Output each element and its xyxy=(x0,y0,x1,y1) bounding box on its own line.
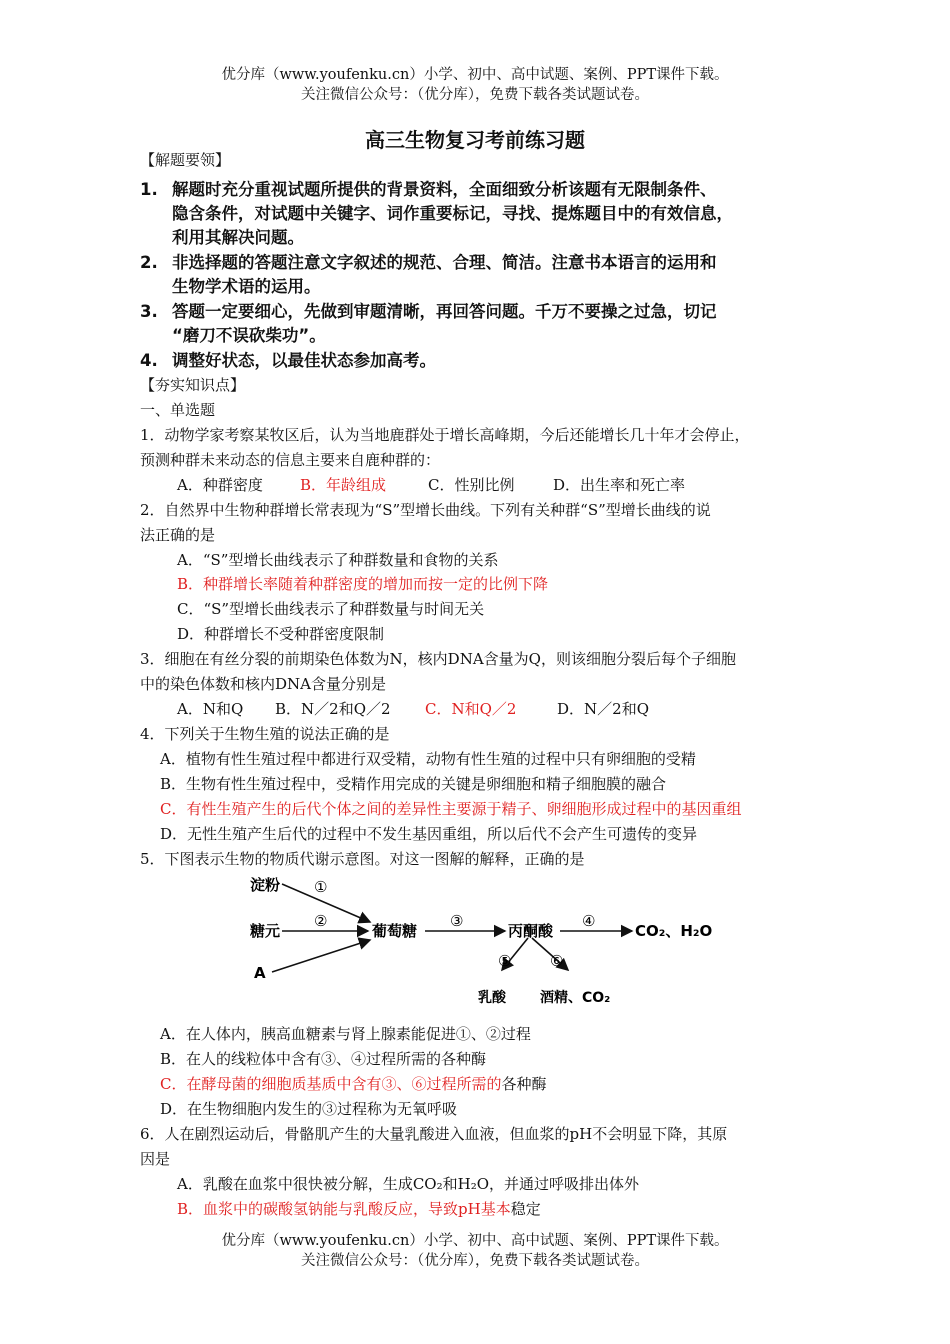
q5-stem: 5．下图表示生物的物质代谢示意图。对这一图解的解释，正确的是 xyxy=(140,850,585,868)
label-pyruvate: 丙酮酸 xyxy=(508,922,554,940)
q1-option-c: C．性别比例 xyxy=(428,476,515,494)
tip-4-num: 4. xyxy=(140,351,158,370)
q3-option-c: C．N和Q／2 xyxy=(425,700,517,718)
tip-2-num: 2. xyxy=(140,253,158,272)
q6-stem-1: 6．人在剧烈运动后，骨骼肌产生的大量乳酸进入血液，但血浆的pH不会明显下降，其原 xyxy=(140,1125,728,1143)
tip-2-line-1: 2. 非选择题的答题注意文字叙述的规范、合理、简洁。注意书本语言的运用和 xyxy=(140,251,717,275)
tip-2-line-2: 生物学术语的运用。 xyxy=(172,277,321,296)
q3-option-a: A．N和Q xyxy=(177,700,244,718)
q1-stem-1: 1．动物学家考察某牧区后，认为当地鹿群处于增长高峰期，今后还能增长几十年才会停止， xyxy=(140,426,750,444)
q6-option-b: B．血浆中的碳酸氢钠能与乳酸反应，导致pH基本稳定 xyxy=(177,1200,541,1218)
tip-1-line-3: 利用其解决问题。 xyxy=(172,228,304,247)
q3-option-b: B．N／2和Q／2 xyxy=(275,700,391,718)
page-title: 高三生物复习考前练习题 xyxy=(365,128,585,152)
tip-3-line-1: 3. 答题一定要细心，先做到审题清晰，再回答问题。千万不要操之过急，切记 xyxy=(140,300,717,324)
tip-3-line-2: “磨刀不误砍柴功”。 xyxy=(172,326,326,345)
q2-option-b: B．种群增长率随着种群密度的增加而按一定的比例下降 xyxy=(177,575,549,593)
label-co2-h2o: CO₂、H₂O xyxy=(635,922,713,940)
q2-stem-1: 2．自然界中生物种群增长常表现为“S”型增长曲线。下列有关种群“S”型增长曲线的说 xyxy=(140,501,711,519)
footer-line-1: 优分库（www.youfenku.cn）小学、初中、高中试题、案例、PPT课件下载。 xyxy=(221,1233,729,1249)
label-starch: 淀粉 xyxy=(250,876,281,894)
arrow-a xyxy=(272,940,370,972)
q6-stem-2: 因是 xyxy=(140,1150,171,1168)
label-glucose: 葡萄糖 xyxy=(372,922,418,940)
q4-option-d: D．无性生殖产生后代的过程中不发生基因重组，所以后代不会产生可遗传的变异 xyxy=(160,825,698,843)
q5-option-b: B．在人的线粒体中含有③、④过程所需的各种酶 xyxy=(160,1050,487,1068)
tip-4-line-1: 4. 调整好状态，以最佳状态参加高考。 xyxy=(140,349,436,373)
tip-1-num: 1. xyxy=(140,180,158,199)
q1-option-d: D．出生率和死亡率 xyxy=(553,476,686,494)
tip-1-line-1: 1. 解题时充分重视试题所提供的背景资料，全面细致分析该题有无限制条件、 xyxy=(140,178,717,202)
tip-1-line-2: 隐含条件，对试题中关键字、词作重要标记，寻找、提炼题目中的有效信息， xyxy=(172,204,733,223)
label-lactic-acid: 乳酸 xyxy=(478,990,506,1006)
metabolism-diagram xyxy=(240,870,720,1015)
marker-2: ② xyxy=(314,912,328,930)
q3-option-d: D．N／2和Q xyxy=(557,700,649,718)
section-heading-single-choice: 一、单选题 xyxy=(140,401,216,419)
footer-line-2: 关注微信公众号：（优分库），免费下载各类试题试卷。 xyxy=(301,1253,649,1269)
marker-3: ③ xyxy=(450,912,464,930)
marker-6: ⑥ xyxy=(550,952,564,970)
q2-option-a: A．“S”型增长曲线表示了种群数量和食物的关系 xyxy=(177,551,499,569)
q1-option-a: A．种群密度 xyxy=(177,476,263,494)
tip-3-num: 3. xyxy=(140,302,158,321)
q5-option-d: D．在生物细胞内发生的③过程称为无氧呼吸 xyxy=(160,1100,458,1118)
label-glycogen: 糖元 xyxy=(250,922,281,940)
q6-option-a: A．乳酸在血浆中很快被分解，生成CO₂和H₂O，并通过呼吸排出体外 xyxy=(177,1175,640,1193)
marker-4: ④ xyxy=(582,912,596,930)
q4-option-c: C．有性生殖产生的后代个体之间的差异性主要源于精子、卵细胞形成过程中的基因重组 xyxy=(160,800,742,818)
marker-5: ⑤ xyxy=(498,952,512,970)
q4-stem: 4．下列关于生物生殖的说法正确的是 xyxy=(140,725,390,743)
q2-option-c: C．“S”型增长曲线表示了种群数量与时间无关 xyxy=(177,600,485,618)
q2-option-d: D．种群增长不受种群密度限制 xyxy=(177,625,385,643)
q1-option-b: B．年龄组成 xyxy=(300,476,387,494)
section-heading-tips: 【解题要领】 xyxy=(140,151,231,169)
q4-option-a: A．植物有性生殖过程中都进行双受精，动物有性生殖的过程中只有卵细胞的受精 xyxy=(160,750,696,768)
q1-stem-2: 预测种群未来动态的信息主要来自鹿种群的： xyxy=(140,451,441,469)
header-line-1: 优分库（www.youfenku.cn）小学、初中、高中试题、案例、PPT课件下载。 xyxy=(221,67,729,83)
q2-stem-2: 法正确的是 xyxy=(140,526,216,544)
q4-option-b: B．生物有性生殖过程中，受精作用完成的关键是卵细胞和精子细胞膜的融合 xyxy=(160,775,667,793)
q5-option-c: C．在酵母菌的细胞质基质中含有③、⑥过程所需的各种酶 xyxy=(160,1075,547,1093)
marker-1: ① xyxy=(314,878,328,896)
q3-stem-1: 3．细胞在有丝分裂的前期染色体数为N，核内DNA含量为Q，则该细胞分裂后每个子细胞 xyxy=(140,650,736,668)
header-line-2: 关注微信公众号：（优分库），免费下载各类试题试卷。 xyxy=(301,87,649,103)
label-a: A xyxy=(254,964,266,982)
label-alcohol-co2: 酒精、CO₂ xyxy=(540,990,611,1006)
q3-stem-2: 中的染色体数和核内DNA含量分别是 xyxy=(140,675,386,693)
section-heading-knowledge: 【夯实知识点】 xyxy=(140,376,246,394)
q5-option-a: A．在人体内，胰高血糖素与肾上腺素能促进①、②过程 xyxy=(160,1025,531,1043)
